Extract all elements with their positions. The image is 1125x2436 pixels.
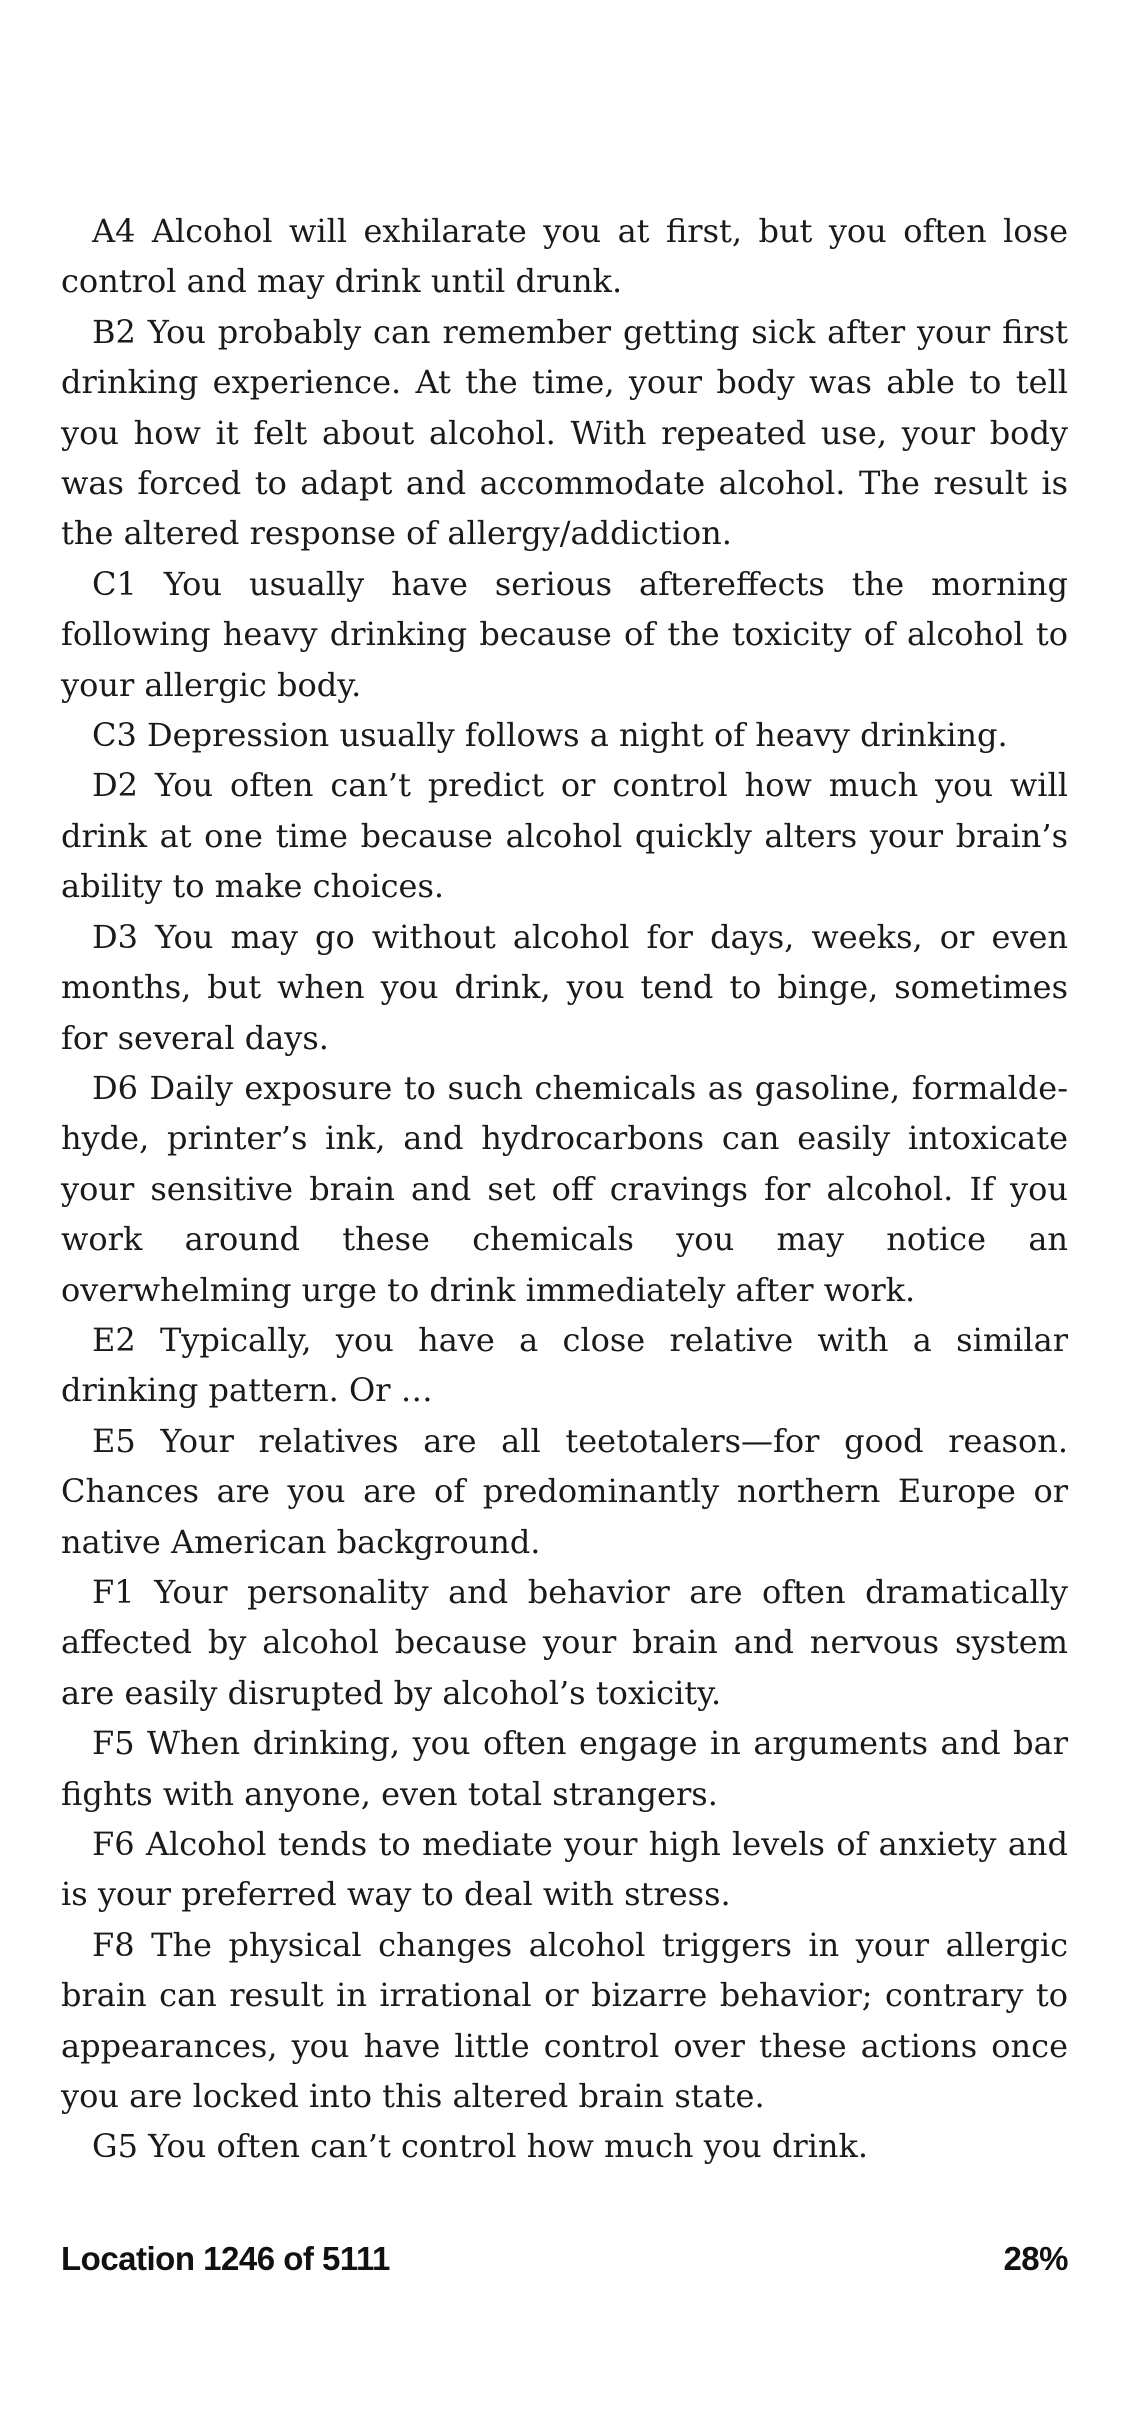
paragraph-f5: F5 When drinking, you often engage in arguments and bar fights with anyone, even total strangers.: [61, 1724, 1068, 1813]
percent-read: 28%: [1003, 2240, 1068, 2277]
location-indicator[interactable]: Location 1246 of 5111: [61, 2240, 390, 2277]
paragraph-c1: C1 You usually have serious aftereffects the morning following heavy drinking because of the toxicity of alcohol to your allergic body.: [61, 564, 1068, 704]
paragraph-b2: B2 You probably can remember getting sick after your first drinking experience. At the time, your body was able to tell you how it felt about alcohol. With repeated use, your body was forced to adapt and accommodate alcohol. The result is the altered response of allergy/addiction.: [61, 312, 1068, 553]
paragraph-d3: D3 You may go without alcohol for days, weeks, or even months, but when you drink, you tend to binge, sometimes for several days.: [61, 917, 1068, 1057]
paragraph-f8: F8 The physical changes alcohol triggers in your allergic brain can result in irrational or bizarre behavior; contrary to appearances, you have little control over these actions once you are locked into this altered brain state.: [61, 1925, 1068, 2116]
paragraph-f1: F1 Your personality and behavior are often dramatically affected by alcohol because your brain and nervous system are easily disrupted by alcohol’s toxicity.: [61, 1572, 1068, 1712]
paragraph-a4: A4 Alcohol will exhilarate you at first, but you often lose control and may drink until drunk.: [61, 212, 1068, 301]
paragraph-g5: G5 You often can’t control how much you drink.: [92, 2127, 869, 2166]
paragraph-c3: C3 Depression usually follows a night of heavy drinking.: [92, 716, 1008, 755]
paragraph-d2: D2 You often can’t predict or control how much you will drink at one time because alcohol quickly alters your brain’s ability to make choices.: [61, 766, 1068, 906]
paragraph-e5: E5 Your relatives are all teetotalers—for good reason. Chances are you are of predominantly northern Europe or native American background.: [61, 1421, 1068, 1561]
paragraph-e2: E2 Typically, you have a close relative with a similar drinking pattern. Or …: [61, 1320, 1068, 1410]
paragraph-f6: F6 Alcohol tends to mediate your high levels of anxiety and is your preferred way to deal with stress.: [61, 1825, 1068, 1914]
reading-page[interactable]: [61, 206, 1068, 2172]
reading-progress-footer[interactable]: [61, 2240, 1068, 2278]
paragraph-d6: D6 Daily exposure to such chemicals as gasoline, formaldehyde, printer’s ink, and hydrocarbons can easily intoxicate your sensitive brain and set off cravings for alcohol. If you work around these chemicals you may notice an overwhelming urge to drink immediately after work.: [61, 1068, 1068, 1309]
